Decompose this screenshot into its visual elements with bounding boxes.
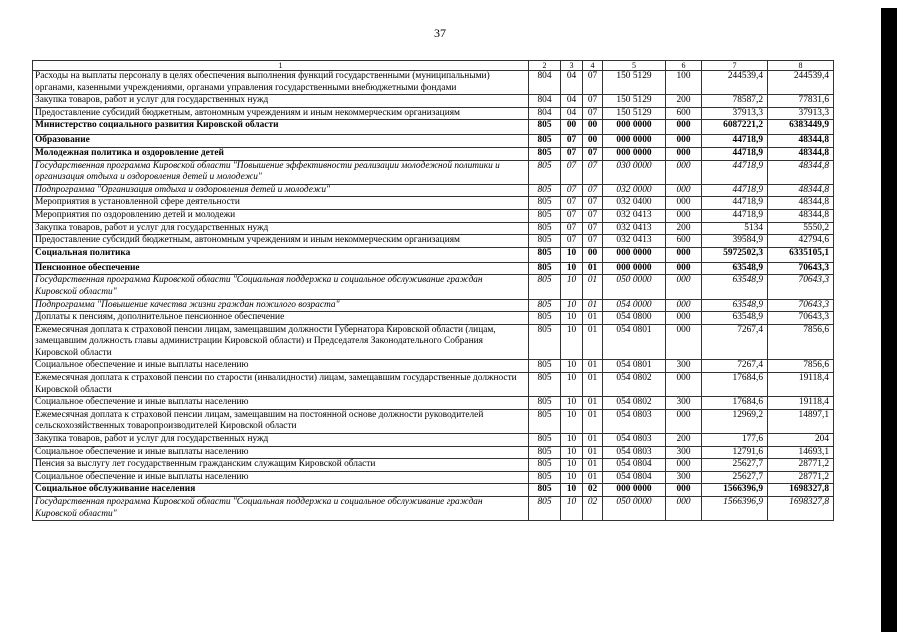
section-code-cell: 07: [561, 147, 583, 160]
amount-year-1-cell: 63548,9: [702, 275, 768, 299]
section-code-cell: 07: [561, 197, 583, 210]
amount-year-1-cell: 78587,2: [702, 95, 768, 108]
amount-year-1-cell: 7267,4: [702, 324, 768, 360]
section-code-cell: 07: [561, 235, 583, 248]
subsection-code-cell: 07: [583, 184, 603, 197]
grbs-code-cell: 805: [529, 184, 561, 197]
expense-type-code-cell: 000: [666, 160, 702, 184]
grbs-code-cell: 805: [529, 235, 561, 248]
expense-type-code-cell: 300: [666, 360, 702, 373]
amount-year-1-cell: 63548,9: [702, 299, 768, 312]
section-code-cell: 04: [561, 71, 583, 95]
expense-type-code-cell: 000: [666, 409, 702, 433]
amount-year-1-cell: 1566396,9: [702, 497, 768, 521]
expense-type-code-cell: 000: [666, 324, 702, 360]
item-name-cell: Образование: [33, 135, 529, 148]
amount-year-2-cell: 70643,3: [768, 262, 834, 275]
table-row: [33, 409, 834, 433]
amount-year-1-cell: 63548,9: [702, 312, 768, 325]
budget-table: [32, 60, 834, 521]
target-article-code-cell: 050 0000: [603, 497, 666, 521]
amount-year-2-cell: 28771,2: [768, 471, 834, 484]
amount-year-2-cell: 70643,3: [768, 275, 834, 299]
subsection-code-cell: 07: [583, 235, 603, 248]
section-code-cell: 10: [561, 324, 583, 360]
amount-year-1-cell: 177,6: [702, 434, 768, 447]
grbs-code-cell: 805: [529, 160, 561, 184]
section-code-cell: 10: [561, 434, 583, 447]
target-article-code-cell: 150 5129: [603, 107, 666, 120]
expense-type-code-cell: 000: [666, 299, 702, 312]
table-row: [33, 120, 834, 135]
section-code-cell: 04: [561, 95, 583, 108]
table-row: [33, 360, 834, 373]
section-code-cell: 07: [561, 184, 583, 197]
grbs-code-cell: 805: [529, 446, 561, 459]
target-article-code-cell: 054 0804: [603, 459, 666, 472]
amount-year-2-cell: 6335105,1: [768, 247, 834, 262]
expense-type-code-cell: 000: [666, 459, 702, 472]
subsection-code-cell: 01: [583, 471, 603, 484]
item-name-cell: Предоставление субсидий бюджетным, автономным учреждениям и иным некоммерческим организациям: [33, 235, 529, 248]
section-code-cell: 10: [561, 262, 583, 275]
amount-year-2-cell: 48344,8: [768, 147, 834, 160]
section-code-cell: 10: [561, 299, 583, 312]
target-article-code-cell: 054 0801: [603, 324, 666, 360]
header-cell: 8: [768, 61, 834, 71]
table-row: [33, 209, 834, 222]
amount-year-1-cell: 44718,9: [702, 135, 768, 148]
target-article-code-cell: 032 0400: [603, 197, 666, 210]
amount-year-2-cell: 48344,8: [768, 184, 834, 197]
grbs-code-cell: 805: [529, 471, 561, 484]
subsection-code-cell: 01: [583, 434, 603, 447]
header-cell: 2: [529, 61, 561, 71]
target-article-code-cell: 050 0000: [603, 275, 666, 299]
table-row: [33, 262, 834, 275]
item-name-cell: Подпрограмма "Повышение качества жизни граждан пожилого возраста": [33, 299, 529, 312]
table-row: [33, 497, 834, 521]
grbs-code-cell: 805: [529, 497, 561, 521]
item-name-cell: Ежемесячная доплата к страховой пенсии по старости (инвалидности) лицам, замещавшим государственные должности Кировской области: [33, 373, 529, 397]
amount-year-2-cell: 70643,3: [768, 312, 834, 325]
table-row: [33, 275, 834, 299]
subsection-code-cell: 07: [583, 197, 603, 210]
grbs-code-cell: 804: [529, 95, 561, 108]
grbs-code-cell: 805: [529, 360, 561, 373]
expense-type-code-cell: 000: [666, 135, 702, 148]
amount-year-1-cell: 17684,6: [702, 373, 768, 397]
expense-type-code-cell: 000: [666, 312, 702, 325]
section-code-cell: 04: [561, 107, 583, 120]
item-name-cell: Расходы на выплаты персоналу в целях обеспечения выполнения функций государственными (муниципальными) органами, казенными учреждениями, органами управления государственными внебюджетными фондами: [33, 71, 529, 95]
amount-year-2-cell: 48344,8: [768, 135, 834, 148]
amount-year-1-cell: 5134: [702, 222, 768, 235]
item-name-cell: Ежемесячная доплата к страховой пенсии лицам, замещавшим на постоянной основе должности руководителей сельскохозяйственных товаропроизводителей Кировской области: [33, 409, 529, 433]
amount-year-1-cell: 25627,7: [702, 471, 768, 484]
section-code-cell: 00: [561, 120, 583, 135]
amount-year-1-cell: 44718,9: [702, 160, 768, 184]
grbs-code-cell: 805: [529, 373, 561, 397]
item-name-cell: Социальная политика: [33, 247, 529, 262]
amount-year-2-cell: 5550,2: [768, 222, 834, 235]
amount-year-1-cell: 44718,9: [702, 184, 768, 197]
target-article-code-cell: 150 5129: [603, 71, 666, 95]
table-row: [33, 434, 834, 447]
expense-type-code-cell: 300: [666, 446, 702, 459]
subsection-code-cell: 02: [583, 497, 603, 521]
item-name-cell: Пенсионное обеспечение: [33, 262, 529, 275]
item-name-cell: Подпрограмма "Организация отдыха и оздоровления детей и молодежи": [33, 184, 529, 197]
grbs-code-cell: 805: [529, 222, 561, 235]
expense-type-code-cell: 000: [666, 275, 702, 299]
subsection-code-cell: 01: [583, 262, 603, 275]
target-article-code-cell: 000 0000: [603, 147, 666, 160]
subsection-code-cell: 01: [583, 360, 603, 373]
expense-type-code-cell: 000: [666, 184, 702, 197]
amount-year-1-cell: 7267,4: [702, 360, 768, 373]
subsection-code-cell: 01: [583, 275, 603, 299]
section-code-cell: 10: [561, 446, 583, 459]
table-row: [33, 459, 834, 472]
expense-type-code-cell: 000: [666, 209, 702, 222]
expense-type-code-cell: 600: [666, 235, 702, 248]
section-code-cell: 07: [561, 135, 583, 148]
item-name-cell: Мероприятия в установленной сфере деятельности: [33, 197, 529, 210]
amount-year-2-cell: 204: [768, 434, 834, 447]
table-row: [33, 197, 834, 210]
subsection-code-cell: 07: [583, 209, 603, 222]
target-article-code-cell: 054 0803: [603, 409, 666, 433]
subsection-code-cell: 01: [583, 373, 603, 397]
subsection-code-cell: 00: [583, 120, 603, 135]
expense-type-code-cell: 000: [666, 197, 702, 210]
section-code-cell: 10: [561, 397, 583, 410]
amount-year-1-cell: 1566396,9: [702, 484, 768, 497]
item-name-cell: Социальное обеспечение и иные выплаты населению: [33, 471, 529, 484]
grbs-code-cell: 805: [529, 275, 561, 299]
item-name-cell: Закупка товаров, работ и услуг для государственных нужд: [33, 95, 529, 108]
table-row: [33, 312, 834, 325]
expense-type-code-cell: 300: [666, 471, 702, 484]
item-name-cell: Государственная программа Кировской области "Повышение эффективности реализации молодежной политики и организация отдыха и оздоровления детей и молодежи": [33, 160, 529, 184]
section-code-cell: 10: [561, 373, 583, 397]
section-code-cell: 07: [561, 160, 583, 184]
amount-year-1-cell: 44718,9: [702, 209, 768, 222]
grbs-code-cell: 805: [529, 409, 561, 433]
amount-year-2-cell: 48344,8: [768, 160, 834, 184]
table-row: [33, 235, 834, 248]
table-row: [33, 446, 834, 459]
target-article-code-cell: 032 0413: [603, 222, 666, 235]
target-article-code-cell: 032 0413: [603, 209, 666, 222]
amount-year-1-cell: 12969,2: [702, 409, 768, 433]
header-cell: 6: [666, 61, 702, 71]
subsection-code-cell: 07: [583, 107, 603, 120]
grbs-code-cell: 805: [529, 324, 561, 360]
target-article-code-cell: 000 0000: [603, 484, 666, 497]
section-code-cell: 10: [561, 247, 583, 262]
subsection-code-cell: 01: [583, 312, 603, 325]
scan-edge-bar: [881, 8, 897, 632]
grbs-code-cell: 805: [529, 484, 561, 497]
amount-year-2-cell: 7856,6: [768, 324, 834, 360]
section-code-cell: 10: [561, 459, 583, 472]
subsection-code-cell: 07: [583, 160, 603, 184]
item-name-cell: Предоставление субсидий бюджетным, автономным учреждениям и иным некоммерческим организациям: [33, 107, 529, 120]
item-name-cell: Мероприятия по оздоровлению детей и молодежи: [33, 209, 529, 222]
item-name-cell: Закупка товаров, работ и услуг для государственных нужд: [33, 434, 529, 447]
expense-type-code-cell: 300: [666, 397, 702, 410]
target-article-code-cell: 054 0803: [603, 434, 666, 447]
target-article-code-cell: 000 0000: [603, 120, 666, 135]
item-name-cell: Закупка товаров, работ и услуг для государственных нужд: [33, 222, 529, 235]
grbs-code-cell: 805: [529, 397, 561, 410]
grbs-code-cell: 805: [529, 209, 561, 222]
subsection-code-cell: 00: [583, 135, 603, 148]
table-row: [33, 397, 834, 410]
target-article-code-cell: 030 0000: [603, 160, 666, 184]
subsection-code-cell: 00: [583, 247, 603, 262]
table-body: [33, 71, 834, 521]
item-name-cell: Доплаты к пенсиям, дополнительное пенсионное обеспечение: [33, 312, 529, 325]
expense-type-code-cell: 000: [666, 120, 702, 135]
table-row: [33, 247, 834, 262]
section-code-cell: 10: [561, 275, 583, 299]
expense-type-code-cell: 000: [666, 147, 702, 160]
amount-year-2-cell: 6383449,9: [768, 120, 834, 135]
grbs-code-cell: 805: [529, 434, 561, 447]
target-article-code-cell: 054 0000: [603, 299, 666, 312]
header-cell: 4: [583, 61, 603, 71]
header-row: [33, 61, 834, 71]
item-name-cell: Ежемесячная доплата к страховой пенсии лицам, замещавшим должности Губернатора Кировской области (лицам, замещавшим должность главы администрации Кировской области) и Председателя Законодательного Собрания Кировской области: [33, 324, 529, 360]
target-article-code-cell: 150 5129: [603, 95, 666, 108]
grbs-code-cell: 804: [529, 107, 561, 120]
amount-year-1-cell: 63548,9: [702, 262, 768, 275]
page-number: 37: [434, 26, 446, 40]
table-row: [33, 147, 834, 160]
expense-type-code-cell: 200: [666, 434, 702, 447]
target-article-code-cell: 032 0413: [603, 235, 666, 248]
amount-year-2-cell: 48344,8: [768, 197, 834, 210]
amount-year-1-cell: 25627,7: [702, 459, 768, 472]
target-article-code-cell: 000 0000: [603, 262, 666, 275]
item-name-cell: Пенсия за выслугу лет государственным гражданским служащим Кировской области: [33, 459, 529, 472]
item-name-cell: Государственная программа Кировской области "Социальная поддержка и социальное обслуживание граждан Кировской области": [33, 275, 529, 299]
section-code-cell: 10: [561, 409, 583, 433]
expense-type-code-cell: 000: [666, 262, 702, 275]
section-code-cell: 10: [561, 312, 583, 325]
table-row: [33, 184, 834, 197]
amount-year-1-cell: 5972502,3: [702, 247, 768, 262]
section-code-cell: 07: [561, 222, 583, 235]
amount-year-1-cell: 12791,6: [702, 446, 768, 459]
table-row: [33, 373, 834, 397]
table-row: [33, 222, 834, 235]
subsection-code-cell: 01: [583, 324, 603, 360]
item-name-cell: Министерство социального развития Кировской области: [33, 120, 529, 135]
table-row: [33, 135, 834, 148]
item-name-cell: Социальное обслуживание населения: [33, 484, 529, 497]
subsection-code-cell: 07: [583, 222, 603, 235]
header-cell: 7: [702, 61, 768, 71]
item-name-cell: Государственная программа Кировской области "Социальная поддержка и социальное обслуживание граждан Кировской области": [33, 497, 529, 521]
subsection-code-cell: 02: [583, 484, 603, 497]
target-article-code-cell: 054 0801: [603, 360, 666, 373]
amount-year-2-cell: 7856,6: [768, 360, 834, 373]
expense-type-code-cell: 000: [666, 247, 702, 262]
table-row: [33, 324, 834, 360]
target-article-code-cell: 054 0803: [603, 446, 666, 459]
grbs-code-cell: 805: [529, 120, 561, 135]
item-name-cell: Социальное обеспечение и иные выплаты населению: [33, 446, 529, 459]
target-article-code-cell: 054 0802: [603, 397, 666, 410]
grbs-code-cell: 805: [529, 197, 561, 210]
table-row: [33, 299, 834, 312]
amount-year-1-cell: 244539,4: [702, 71, 768, 95]
grbs-code-cell: 805: [529, 147, 561, 160]
subsection-code-cell: 07: [583, 95, 603, 108]
subsection-code-cell: 07: [583, 147, 603, 160]
amount-year-2-cell: 14897,1: [768, 409, 834, 433]
target-article-code-cell: 000 0000: [603, 135, 666, 148]
amount-year-2-cell: 28771,2: [768, 459, 834, 472]
amount-year-2-cell: 19118,4: [768, 397, 834, 410]
subsection-code-cell: 01: [583, 299, 603, 312]
table-row: [33, 484, 834, 497]
table-row: [33, 71, 834, 95]
amount-year-2-cell: 48344,8: [768, 209, 834, 222]
subsection-code-cell: 01: [583, 397, 603, 410]
item-name-cell: Молодежная политика и оздоровление детей: [33, 147, 529, 160]
amount-year-1-cell: 17684,6: [702, 397, 768, 410]
target-article-code-cell: 054 0804: [603, 471, 666, 484]
grbs-code-cell: 805: [529, 312, 561, 325]
grbs-code-cell: 805: [529, 459, 561, 472]
target-article-code-cell: 054 0800: [603, 312, 666, 325]
section-code-cell: 10: [561, 360, 583, 373]
target-article-code-cell: 000 0000: [603, 247, 666, 262]
expense-type-code-cell: 100: [666, 71, 702, 95]
amount-year-1-cell: 6087221,2: [702, 120, 768, 135]
amount-year-1-cell: 44718,9: [702, 147, 768, 160]
amount-year-2-cell: 14693,1: [768, 446, 834, 459]
amount-year-2-cell: 77831,6: [768, 95, 834, 108]
amount-year-2-cell: 1698327,8: [768, 484, 834, 497]
subsection-code-cell: 01: [583, 409, 603, 433]
expense-type-code-cell: 200: [666, 222, 702, 235]
grbs-code-cell: 805: [529, 299, 561, 312]
table-row: [33, 160, 834, 184]
grbs-code-cell: 804: [529, 71, 561, 95]
expense-type-code-cell: 200: [666, 95, 702, 108]
target-article-code-cell: 054 0802: [603, 373, 666, 397]
subsection-code-cell: 01: [583, 459, 603, 472]
amount-year-1-cell: 39584,9: [702, 235, 768, 248]
header-cell: 1: [33, 61, 529, 71]
table-row: [33, 471, 834, 484]
subsection-code-cell: 01: [583, 446, 603, 459]
expense-type-code-cell: 000: [666, 484, 702, 497]
item-name-cell: Социальное обеспечение и иные выплаты населению: [33, 360, 529, 373]
section-code-cell: 10: [561, 497, 583, 521]
section-code-cell: 07: [561, 209, 583, 222]
target-article-code-cell: 032 0000: [603, 184, 666, 197]
subsection-code-cell: 07: [583, 71, 603, 95]
item-name-cell: Социальное обеспечение и иные выплаты населению: [33, 397, 529, 410]
amount-year-2-cell: 37913,3: [768, 107, 834, 120]
expense-type-code-cell: 000: [666, 373, 702, 397]
grbs-code-cell: 805: [529, 247, 561, 262]
table-row: [33, 107, 834, 120]
grbs-code-cell: 805: [529, 262, 561, 275]
amount-year-1-cell: 37913,3: [702, 107, 768, 120]
header-cell: 3: [561, 61, 583, 71]
amount-year-2-cell: 1698327,8: [768, 497, 834, 521]
expense-type-code-cell: 000: [666, 497, 702, 521]
section-code-cell: 10: [561, 471, 583, 484]
amount-year-2-cell: 42794,6: [768, 235, 834, 248]
amount-year-2-cell: 19118,4: [768, 373, 834, 397]
amount-year-2-cell: 70643,3: [768, 299, 834, 312]
grbs-code-cell: 805: [529, 135, 561, 148]
amount-year-2-cell: 244539,4: [768, 71, 834, 95]
header-cell: 5: [603, 61, 666, 71]
table-row: [33, 95, 834, 108]
section-code-cell: 10: [561, 484, 583, 497]
expense-type-code-cell: 600: [666, 107, 702, 120]
amount-year-1-cell: 44718,9: [702, 197, 768, 210]
